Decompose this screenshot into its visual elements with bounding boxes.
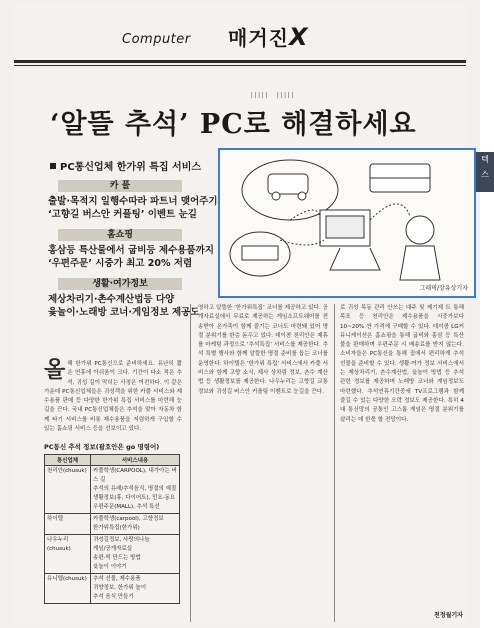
service-item: 귀성길정보, 사랑의나눔: [93, 537, 150, 543]
column-divider: [190, 304, 191, 622]
service-item: 우편주문(MALL), 추석 특선: [93, 504, 160, 510]
category-label: 생활·여가정보: [58, 278, 182, 290]
table-row: [45, 466, 180, 514]
service-item: 한가위특집(한가위): [93, 525, 140, 531]
service-table: [44, 454, 180, 604]
illustration-credit: 그래픽/장유상기자: [419, 285, 468, 292]
service-item: 생활정보(휴, 다이어트), 민요·동요: [93, 495, 176, 501]
table-cell-services: [91, 514, 180, 535]
section-label-left: Computer: [122, 32, 191, 47]
table-body: [45, 466, 180, 604]
section-label-right: [228, 22, 308, 51]
header-rule: [14, 60, 466, 63]
category-line: 윷놀이·노래방 코너·게임정보 제공도: [48, 307, 200, 318]
category-label: 카 풀: [58, 180, 182, 192]
byline: 천정월기자: [434, 612, 463, 619]
header-rule-thin: [14, 65, 466, 66]
table-row: [45, 574, 180, 604]
table-header: 통신업체: [45, 455, 91, 466]
category-line: 홍삼등 특산물에서 굽비등 제수용품까지: [48, 245, 214, 256]
small-tag: |||||: [250, 92, 269, 99]
table-row: [45, 535, 180, 574]
small-tag: |||||: [276, 92, 295, 99]
table-cell-services: [91, 466, 180, 514]
side-tab-char: 텍: [481, 155, 489, 164]
dropcap: 올: [44, 357, 66, 383]
magazine-title: 매거진: [228, 26, 289, 50]
article-column-3: 로 귀성 목동 관리 안쓰는 대주 및 제기제 트 통해 목포 등 천리안은 제수용품을 시중가보다 10~20% 싼 가격에 구매할 수 있다. 데이콤 LG커뮤니케이션은 홈쇼핑을 통해 굽비와 홍삼 등 특산물을 판매하며 우편주문 시 배송료를 받지 않는다. 소비자들은 PC통신을 통해 집에서 편리하게 추석 선물을 준비할 수 있다. 생활·여가 정보 서비스에서는 제상차리기, 촌수계산법, 윷놀이 방법 등 추석 관련 정보를 제공하며 노래방 코너와 게임정보도 마련했다. 추석연휴기간중에 TV프로그램과 함께 즐길 수 있는 다양한 오락 정보도 제공한다. 특히 4대 통신망의 공통인 고스톱 게임은 명절 분위기를 살리는 데 한몫 할 전망이다.: [340, 305, 464, 423]
article-column-2: 영하고 알뜰한 ‘한가위특집’ 코너를 제공하고 있다. 공개자료실에서 무료로 제공하는 게임소프트웨어를 전송받아 온가족이 함께 즐기는 코너도 마련돼 있어 명절 분위기를 한층 돋우고 있다. 데이콤 천리안은 제휴를 마케팅 과정으로 ‘추석특집’ 서비스를 제공한다. 추석 특별 행사와 함께 알뜰한 명절 준비를 돕는 코너를 운영한다. 하이텔은 ‘한가위 특집’ 서비스에서 카풀 서비스와 함께 고향 소식, 제사 상차림 정보, 촌수 계산법 등 생활정보를 제공한다. 나우누리는 고향길 교통정보와 귀성길 버스안 커플팅 이벤트로 눈길을 끈다.: [198, 305, 328, 395]
square-bullet-icon: [50, 163, 56, 169]
table-cell-services: [91, 574, 180, 604]
table-cell-company: 유니텔(chusuk): [45, 574, 91, 604]
service-item: 추석 선물, 제수용품: [93, 576, 141, 582]
service-item: 추석의 유래/추석음식, 명절의 예절: [93, 486, 177, 492]
service-item: 카풀학생(CARPOOL), 내가아는 버스 길: [93, 468, 177, 483]
column-divider: [334, 304, 335, 622]
category-line: 출발·목적지 일행수따라 파트너 맺어주기: [48, 196, 218, 207]
table-cell-company: 하이텔: [45, 514, 91, 535]
service-item: 귀향정보, 한가위 놀이: [93, 585, 147, 591]
article-column-1: [44, 357, 182, 438]
table-cell-services: [91, 535, 180, 574]
headline: ‘알뜰 추석’ PC로 해결하세요: [50, 109, 417, 140]
subhead-text: PC통신업체 한가위 특집 서비스: [60, 162, 202, 173]
service-item: 송편·떡 만드는 방법: [93, 555, 141, 561]
table-header: 서비스내용: [91, 455, 180, 466]
table-cell-company: 천리안(chusuk): [45, 466, 91, 514]
side-tab[interactable]: [476, 152, 494, 192]
magazine-x-logo: X: [288, 23, 309, 51]
side-tab-char: 스: [481, 170, 489, 179]
column-text: 해 한가위 PC통신으로 준비하세요. 유난히 짧은 연휴에 아쉬움이 크다. 기간이 다소 적은 추석, 귀성 길이 막히는 사정은 여전하다. 이 같은 가운데 PC통신업체들은 귀성객을 위한 카풀 서비스와 제수용품 판매 등 다양한 한가위 특집 서비스를 마련해 눈길을 끈다. 국내 PC통신업체들은 추석을 맞아 자동차 함께 타기 서비스를 비롯 제수용품을 저렴하게 구입할 수 있는 홈쇼핑 서비스 등을 선보이고 있다.: [44, 361, 182, 433]
service-item: 게임/공개자료실: [93, 546, 133, 552]
table-title: PC통신 추석 정보(괄호안은 go 명령어): [44, 443, 160, 451]
service-item: 추석 음식 만들기: [93, 594, 134, 600]
table-header-row: [45, 455, 180, 466]
table-row: [45, 514, 180, 535]
service-item: 카풀학생(carpool), 고향정보: [93, 516, 164, 522]
newspaper-page: [14, 2, 489, 626]
section-header: [14, 22, 466, 62]
category-line: 제상차리기·촌수계산법등 다양: [48, 294, 175, 305]
service-item: 윷놀이 이야기: [93, 564, 127, 570]
category-line: ‘고향길 버스안 커플팅’ 이벤트 눈길: [48, 209, 197, 220]
category-label: 홈쇼핑: [58, 229, 182, 241]
subhead: [50, 158, 201, 173]
category-line: ‘우편주문’ 시중가 최고 20% 저렴: [48, 258, 193, 269]
table-cell-company: 나우누리(chusuk): [45, 535, 91, 574]
illustration: [218, 148, 476, 298]
illustration-drawing: [220, 150, 474, 296]
